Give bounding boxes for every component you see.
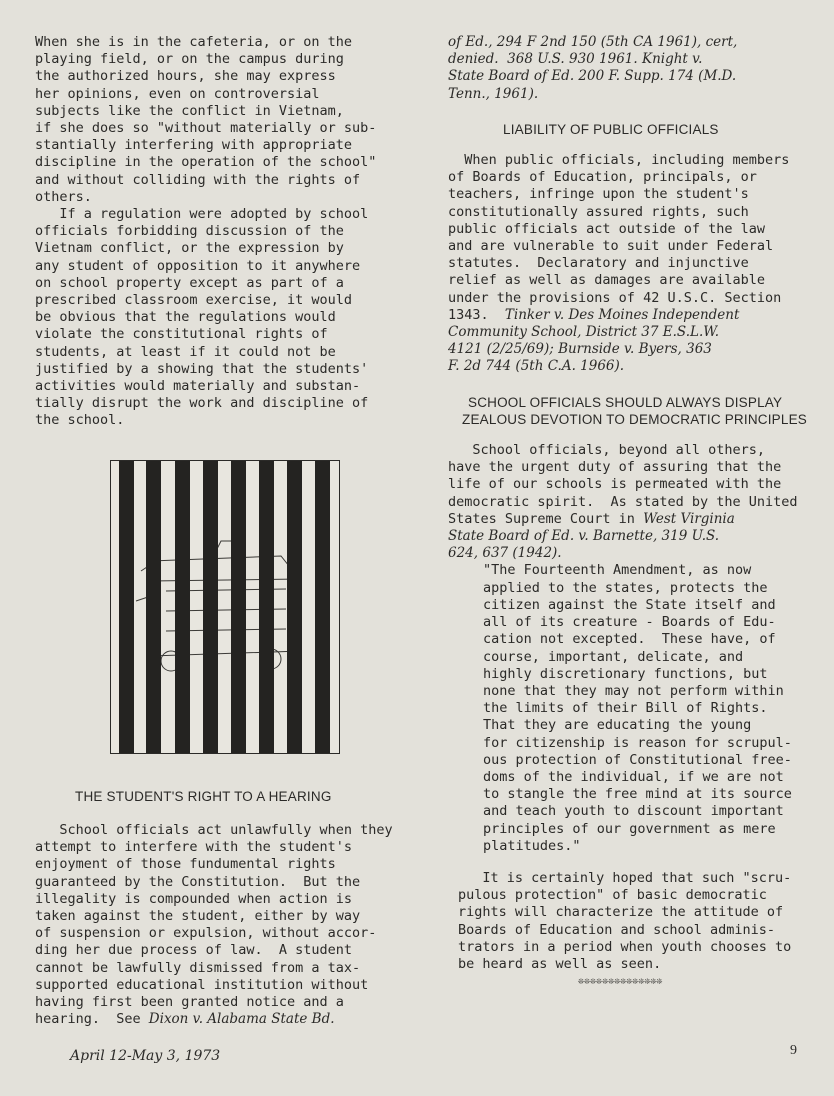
text-line: students, at least if it could not be xyxy=(35,343,336,360)
bar xyxy=(231,461,246,753)
heading-zealous-1: SCHOOL OFFICIALS SHOULD ALWAYS DISPLAY xyxy=(468,394,783,410)
bar xyxy=(119,461,134,753)
footer-date: April 12-May 3, 1973 xyxy=(70,1048,221,1064)
bar xyxy=(203,461,218,753)
bar xyxy=(315,461,330,753)
text-line: if she does so "without materially or sub- xyxy=(35,120,377,137)
text-line: justified by a showing that the students' xyxy=(35,360,369,377)
citation-dixon-continued xyxy=(448,34,833,103)
text-line: having first been granted notice and a xyxy=(35,994,344,1011)
bar xyxy=(175,461,190,753)
text-line: illegality is compounded when action is xyxy=(35,890,352,907)
inline-citation: Tinker v. Des Moines Independent xyxy=(504,306,740,323)
text-line: 1343. Tinker v. Des Moines Independent xyxy=(448,306,740,323)
text-line: trators in a period when youth chooses to xyxy=(458,938,792,955)
text-line: tially disrupt the work and discipline of xyxy=(35,395,369,412)
text-line: principles of our government as mere xyxy=(483,820,776,837)
paragraph-regulation xyxy=(35,206,435,430)
text-line: It is certainly hoped that such "scru- xyxy=(458,869,792,886)
text-line: enjoyment of those fundumental rights xyxy=(35,856,336,873)
text-line: constitutionally assured rights, such xyxy=(448,203,749,220)
text-line: none that they may not perform within xyxy=(483,682,784,699)
text-line: cation not excepted. These have, of xyxy=(483,631,776,648)
text-line: all of its creature - Boards of Edu- xyxy=(483,614,776,631)
text-line: her opinions, even on controversial xyxy=(35,85,320,102)
text-line: democratic spirit. As stated by the United xyxy=(448,493,798,510)
paragraph-liability xyxy=(448,152,833,376)
divider-ornament: ❊❊❊❊❊❊❊❊❊❊❊❊❊❊ xyxy=(578,976,663,988)
bar xyxy=(259,461,274,753)
text-line: officials forbidding discussion of the xyxy=(35,223,344,240)
text-line: the limits of their Bill of Rights. xyxy=(483,700,768,717)
text-line: Vietnam conflict, or the expression by xyxy=(35,240,344,257)
heading-liability: LIABILITY OF PUBLIC OFFICIALS xyxy=(503,121,719,137)
text-line: on school property except as part of a xyxy=(35,274,344,291)
text-line: ous protection of Constitutional free- xyxy=(483,751,792,768)
heading-zealous-2: ZEALOUS DEVOTION TO DEMOCRATIC PRINCIPLES xyxy=(462,411,808,427)
text-line: to stangle the free mind at its source xyxy=(483,786,792,803)
text-line: doms of the individual, if we are not xyxy=(483,768,784,785)
text-line: School officials act unlawfully when they xyxy=(35,822,393,838)
heading-hearing: THE STUDENT'S RIGHT TO A HEARING xyxy=(75,789,332,804)
text-line: others. xyxy=(35,188,92,205)
text-line: State Board of Ed. 200 F. Supp. 174 (M.D. xyxy=(448,68,737,85)
text-line: under the provisions of 42 U.S.C. Section xyxy=(448,289,782,306)
text-line: 4121 (2/25/69); Burnside v. Byers, 363 xyxy=(448,341,712,358)
text-line: of suspension or expulsion, without accor- xyxy=(35,925,377,942)
paragraph-closing xyxy=(448,870,833,973)
text-line: Boards of Education and school adminis- xyxy=(458,921,775,938)
text-line: Community School, District 37 E.S.L.W. xyxy=(448,324,720,341)
text-line: the school. xyxy=(35,412,125,429)
text-line: cannot be lawfully dismissed from a tax- xyxy=(35,959,361,976)
text-line: rights will characterize the attitude of xyxy=(458,904,784,921)
text-line: for citizenship is reason for scrupul- xyxy=(483,734,792,751)
text-line: of Ed., 294 F 2nd 150 (5th CA 1961), cert, xyxy=(448,34,738,50)
text-line: "The Fourteenth Amendment, as now xyxy=(483,562,752,579)
text-line: subjects like the conflict in Vietnam, xyxy=(35,102,344,119)
text-line: and are vulnerable to suit under Federal xyxy=(448,238,774,255)
page-number: 9 xyxy=(790,1043,797,1058)
text-line: life of our schools is permeated with the xyxy=(448,476,782,493)
text-line: ding her due process of law. A student xyxy=(35,942,352,959)
text-line: When she is in the cafeteria, or on the xyxy=(35,34,352,50)
section-hearing xyxy=(75,788,332,805)
paragraph-cafeteria xyxy=(35,34,435,206)
text-line: be obvious that the regulations would xyxy=(35,309,336,326)
text-line: be heard as well as seen. xyxy=(458,955,662,972)
text-line: citizen against the State itself and xyxy=(483,596,776,613)
text-line: If a regulation were adopted by school xyxy=(35,206,369,223)
text-line: of Boards of Education, principals, or xyxy=(448,169,757,186)
text-line: State Board of Ed. v. Barnette, 319 U.S. xyxy=(448,528,720,545)
text-line: playing field, or on the campus during xyxy=(35,51,344,68)
text-line: discipline in the operation of the school" xyxy=(35,154,377,171)
text-line: public officials act outside of the law xyxy=(448,220,765,237)
quote-barnette xyxy=(448,562,833,854)
paragraph-hearing xyxy=(35,822,435,1028)
text-line: activities would materially and substan- xyxy=(35,378,361,395)
text-line: teachers, infringe upon the student's xyxy=(448,186,749,203)
text-line: applied to the states, protects the xyxy=(483,579,768,596)
text-line: supported educational institution without xyxy=(35,976,369,993)
text-line: attempt to interfere with the student's xyxy=(35,839,352,856)
bar xyxy=(287,461,302,753)
text-line: When public officials, including members xyxy=(448,152,790,169)
text-line: pulous protection" of basic democratic xyxy=(458,887,767,904)
text-line: States Supreme Court in West Virginia xyxy=(448,510,735,527)
text-line: F. 2d 744 (5th C.A. 1966). xyxy=(448,358,625,375)
text-line: platitudes." xyxy=(483,837,581,854)
text-line: have the urgent duty of assuring that the xyxy=(448,459,782,476)
inline-citation: Dixon v. Alabama State Bd. xyxy=(148,1011,335,1028)
paragraph-zealous xyxy=(448,442,833,562)
text-line: School officials, beyond all others, xyxy=(448,442,765,459)
text-line: relief as well as damages are available xyxy=(448,272,765,289)
text-line: violate the constitutional rights of xyxy=(35,326,328,343)
text-line: That they are educating the young xyxy=(483,717,752,734)
text-line: and teach youth to discount important xyxy=(483,803,784,820)
text-line: and without colliding with the rights of xyxy=(35,171,361,188)
text-line: course, important, delicate, and xyxy=(483,648,744,665)
right-column xyxy=(448,34,833,990)
text-line: stantially interfering with appropriate xyxy=(35,137,352,154)
inline-citation: West Virginia xyxy=(643,510,735,527)
text-line: prescribed classroom exercise, it would xyxy=(35,292,352,309)
text-line: 624, 637 (1942). xyxy=(448,545,562,562)
bar xyxy=(146,461,161,753)
text-line: guaranteed by the Constitution. But the xyxy=(35,873,361,890)
left-column xyxy=(35,34,435,430)
prison-bars-illustration xyxy=(110,460,340,754)
text-line: highly discretionary functions, but xyxy=(483,665,768,682)
text-line: any student of opposition to it anywhere xyxy=(35,257,361,274)
text-line: the authorized hours, she may express xyxy=(35,68,336,85)
text-line: hearing. See Dixon v. Alabama State Bd. xyxy=(35,1011,335,1028)
text-line: denied. 368 U.S. 930 1961. Knight v. xyxy=(448,51,703,68)
text-line: taken against the student, either by way xyxy=(35,908,361,925)
text-line: Tenn., 1961). xyxy=(448,85,539,102)
text-line: statutes. Declaratory and injunctive xyxy=(448,255,749,272)
